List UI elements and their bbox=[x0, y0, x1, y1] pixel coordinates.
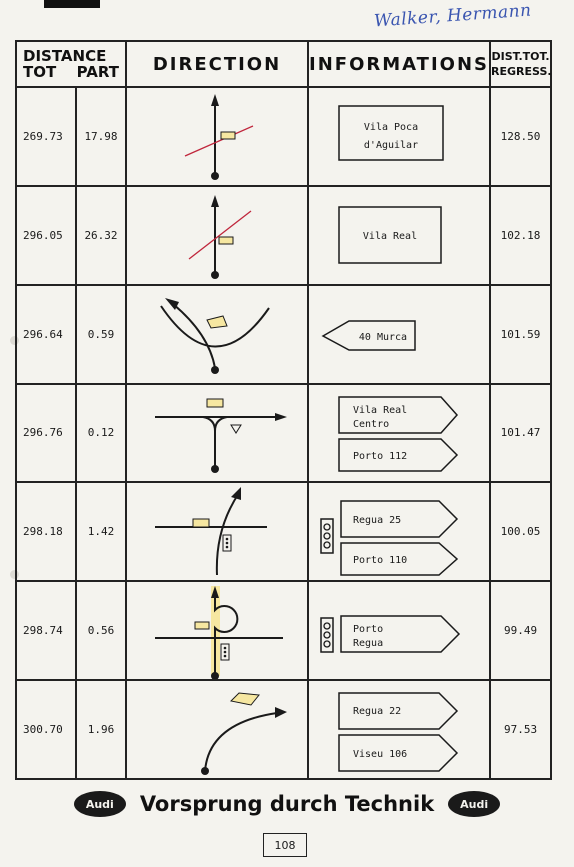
table-row bbox=[16, 186, 551, 285]
distance-partial: 1.42 bbox=[76, 482, 126, 581]
header-regress: REGRESS. bbox=[491, 65, 552, 78]
header-dist-tot: DIST.TOT. bbox=[491, 50, 550, 63]
information-cell bbox=[308, 285, 490, 384]
sign-label: Centro bbox=[353, 418, 390, 430]
distance-regress: 100.05 bbox=[490, 482, 551, 581]
distance-partial: 26.32 bbox=[76, 186, 126, 285]
distance-total: 298.74 bbox=[16, 581, 76, 680]
information-cell bbox=[308, 384, 490, 483]
table-row bbox=[16, 285, 551, 384]
table-row bbox=[16, 482, 551, 581]
audi-logo-icon: Audi bbox=[448, 791, 500, 817]
header-row bbox=[16, 41, 551, 87]
information-cell bbox=[308, 87, 490, 186]
table-row bbox=[16, 87, 551, 186]
slogan: Vorsprung durch Technik bbox=[139, 792, 435, 816]
distance-total: 296.76 bbox=[16, 384, 76, 483]
table-row bbox=[16, 680, 551, 779]
distance-regress: 128.50 bbox=[490, 87, 551, 186]
information-cell bbox=[308, 482, 490, 581]
header-dist-tot-regress bbox=[490, 41, 551, 87]
direction-diagram bbox=[126, 87, 308, 186]
header-informations: INFORMATIONS bbox=[308, 41, 490, 87]
header-direction: DIRECTION bbox=[126, 41, 308, 87]
distance-total: 300.70 bbox=[16, 680, 76, 779]
information-cell bbox=[308, 581, 490, 680]
table-row bbox=[16, 581, 551, 680]
direction-diagram bbox=[126, 285, 308, 384]
roadbook-table bbox=[15, 40, 552, 780]
distance-regress: 101.59 bbox=[490, 285, 551, 384]
direction-diagram bbox=[126, 384, 308, 483]
header-distance bbox=[16, 41, 126, 87]
table-row bbox=[16, 384, 551, 483]
audi-logo-icon: Audi bbox=[74, 791, 126, 817]
sign-label: Vila Real bbox=[353, 404, 408, 416]
distance-total: 298.18 bbox=[16, 482, 76, 581]
distance-regress: 99.49 bbox=[490, 581, 551, 680]
sign-label: Porto 110 bbox=[353, 555, 408, 567]
direction-diagram bbox=[126, 581, 308, 680]
distance-total: 269.73 bbox=[16, 87, 76, 186]
distance-partial: 17.98 bbox=[76, 87, 126, 186]
distance-regress: 101.47 bbox=[490, 384, 551, 483]
sign-label: Regua 25 bbox=[353, 515, 402, 527]
distance-total: 296.05 bbox=[16, 186, 76, 285]
sign-label: Regua 22 bbox=[353, 706, 402, 718]
sign-label: 40 Murca bbox=[358, 331, 408, 343]
sign-label: d'Aguilar bbox=[363, 140, 419, 151]
distance-partial: 0.12 bbox=[76, 384, 126, 483]
distance-regress: 97.53 bbox=[490, 680, 551, 779]
page-number: 108 bbox=[263, 833, 307, 857]
distance-regress: 102.18 bbox=[490, 186, 551, 285]
direction-diagram bbox=[126, 186, 308, 285]
information-cell bbox=[308, 186, 490, 285]
distance-partial: 0.56 bbox=[76, 581, 126, 680]
sign-label: Viseu 106 bbox=[353, 749, 408, 761]
direction-diagram bbox=[126, 680, 308, 779]
information-cell bbox=[308, 680, 490, 779]
header-distance-label: DISTANCE bbox=[23, 47, 107, 65]
distance-partial: 1.96 bbox=[76, 680, 126, 779]
handwritten-note: Walker, Hermann bbox=[373, 0, 533, 32]
sign-label: Porto bbox=[353, 624, 384, 636]
corner-mark bbox=[44, 0, 100, 8]
header-part: PART bbox=[76, 63, 120, 81]
sign-label: Porto 112 bbox=[353, 450, 408, 462]
footer bbox=[0, 786, 574, 822]
distance-total: 296.64 bbox=[16, 285, 76, 384]
sign-label: Regua bbox=[353, 638, 384, 650]
distance-partial: 0.59 bbox=[76, 285, 126, 384]
header-tot: TOT bbox=[23, 63, 57, 81]
direction-diagram bbox=[126, 482, 308, 581]
sign-label: Vila Real bbox=[362, 230, 418, 242]
sign-label: Vila Poca bbox=[363, 122, 419, 133]
